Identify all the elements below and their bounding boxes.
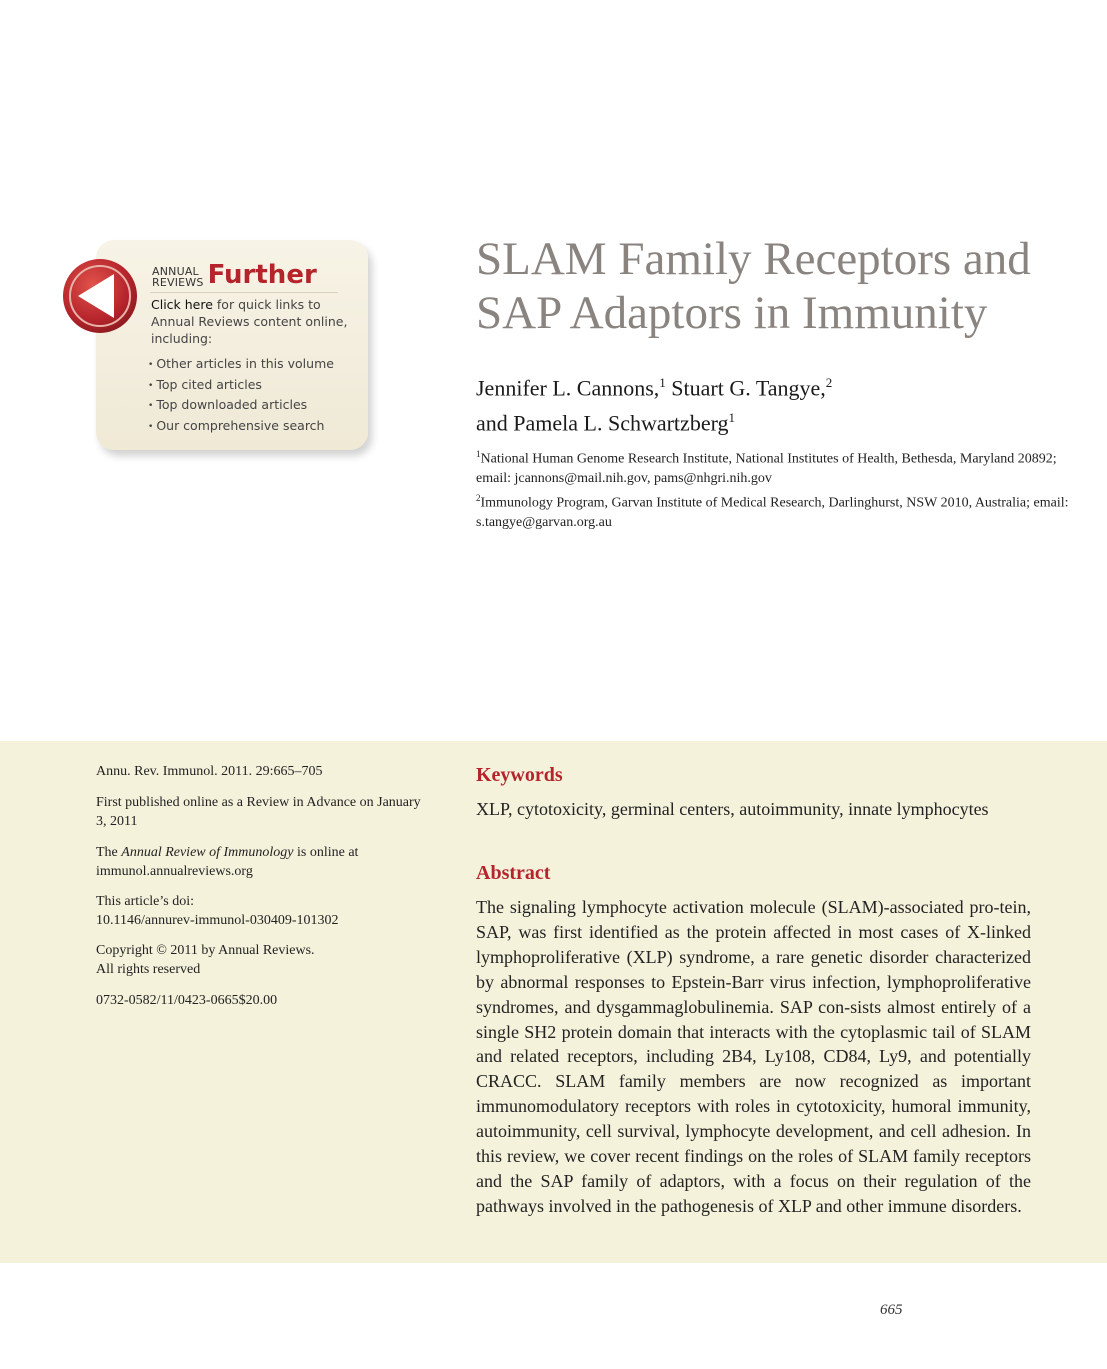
article-title: SLAM Family Receptors and SAP Adaptors in Immunity [476, 233, 1031, 339]
first-published: First published online as a Review in Advance on January 3, 2011 [96, 795, 421, 829]
back-arrow-icon[interactable] [62, 258, 138, 334]
abstract-heading: Abstract [476, 862, 551, 884]
copyright-block [96, 941, 426, 979]
affiliation-2-marker: 2 [476, 493, 481, 503]
citation: Annu. Rev. Immunol. 2011. 29:665–705 [96, 764, 323, 779]
page-number: 665 [880, 1302, 903, 1318]
keywords-heading: Keywords [476, 764, 563, 786]
affiliation-2-text: Immunology Program, Garvan Institute of Medical Research, Darlinghurst, NSW 2010, Australia; email: s.tangye@garvan.org.au [476, 495, 1069, 530]
author-tangye-affil: 2 [825, 375, 833, 390]
further-links [148, 355, 334, 437]
affiliation-1-marker: 1 [476, 449, 481, 459]
affiliation-1-text: National Human Genome Research Institute, National Institutes of Health, Bethesda, Maryland 20892; email: jcannons@mail.nih.gov, pams@nhgri.nih.gov [476, 451, 1057, 486]
further-title: Further [207, 260, 317, 290]
authors [476, 368, 1076, 439]
rights-text: All rights reserved [96, 962, 201, 977]
further-link-search[interactable]: • Our comprehensive search [148, 417, 334, 438]
issn: 0732-0582/11/0423-0665$20.00 [96, 993, 278, 1008]
author-tangye: Stuart G. Tangye, [671, 375, 826, 401]
journal-online [96, 843, 426, 881]
further-header [152, 262, 317, 288]
online-prefix: The [96, 845, 122, 860]
journal-name: Annual Review of Immunology [121, 845, 294, 860]
click-here-link[interactable]: Click here [151, 297, 213, 312]
doi-label: This article’s doi: [96, 894, 194, 909]
copyright-text: Copyright © 2011 by Annual Reviews. [96, 943, 315, 958]
further-link-other-articles[interactable]: • Other articles in this volume [148, 355, 334, 376]
further-description [151, 296, 351, 347]
abstract-text: The signaling lymphocyte activation molecule (SLAM)-associated pro-tein, SAP, was first identified as the protein affected in most cases of X-linked lymphoproliferative (XLP) syndrome, a rare genetic disorder characterized by abnormal responses to Epstein-Barr virus infection, lymphoproliferative syndromes, and dysgammaglobulinemia. SAP con-sists almost entirely of a single SH2 protein domain that interacts with the cytoplasmic tail of SLAM and related receptors, including 2B4, Ly108, CD84, Ly9, and potentially CRACC. SLAM family members are now recognized as important immunomodulatory receptors with roles in cytotoxicity, humoral immunity, autoimmunity, cell survival, lymphocyte development, and cell adhesion. In this review, we cover recent findings on the roles of SLAM family receptors and the SAP family of adaptors, with a focus on their regulation of the pathways involved in the pathogenesis of XLP and other immune disorders. [476, 897, 1031, 1216]
affiliation-2 [476, 489, 1076, 532]
affiliation-1 [476, 445, 1076, 488]
further-link-top-cited[interactable]: • Top cited articles [148, 376, 334, 397]
online-suffix: is online at immunol.annualreviews.org [96, 845, 359, 879]
annual-reviews-logo [152, 266, 204, 288]
author-cannons: Jennifer L. Cannons, [476, 375, 660, 401]
author-schwartzberg-affil: 1 [728, 410, 736, 426]
annual-label: ANNUAL [152, 265, 199, 278]
further-link-top-downloaded[interactable]: • Top downloaded articles [148, 396, 334, 417]
further-divider [150, 292, 338, 293]
keywords-text: XLP, cytotoxicity, germinal centers, autoimmunity, innate lymphocytes [476, 799, 989, 819]
author-cannons-affil: 1 [659, 375, 666, 390]
reviews-label: REVIEWS [152, 276, 204, 289]
doi-block [96, 892, 426, 930]
doi-value[interactable]: 10.1146/annurev-immunol-030409-101302 [96, 913, 339, 928]
author-schwartzberg: and Pamela L. Schwartzberg [476, 410, 729, 436]
further-description-text: for quick links to Annual Reviews content online, including: [151, 297, 348, 346]
